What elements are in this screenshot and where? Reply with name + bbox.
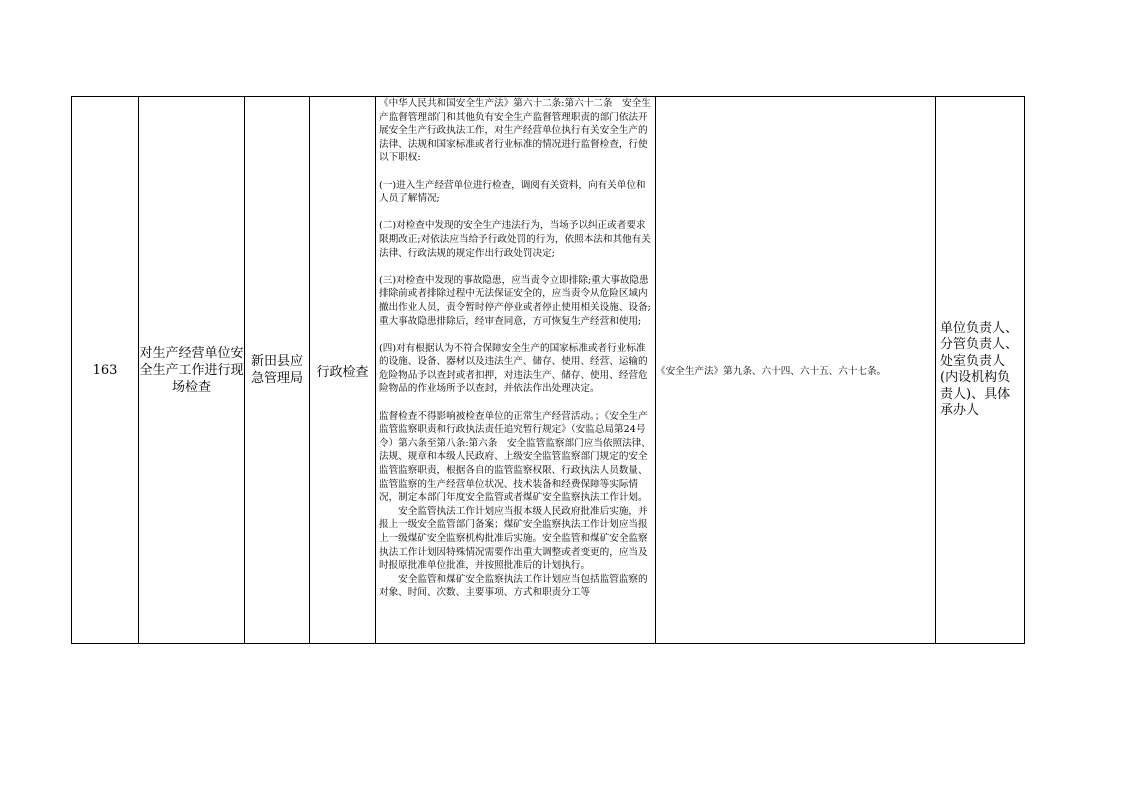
basis-paragraph — [379, 260, 651, 274]
department: 新田县应急管理局 — [245, 97, 310, 644]
basis-paragraph: (四)对有根据认为不符合保障安全生产的国家标准或者行业标准的设施、设备、器材以及违法生产、储存、使用、经营、运输的危险物品予以查封或者扣押，对违法生产、储存、使用、经营危险物品的作业场所予以查封，并依法作出处理决定。 — [379, 342, 648, 395]
row-number: 163 — [72, 97, 139, 644]
basis-paragraph: 《中华人民共和国安全生产法》第六十二条:第六十二条 安全生产监督管理部门和其他负有安全生产监督管理职责的部门依法开展安全生产行政执法工作，对生产经营单位执行有关安全生产的法律、法规和国家标准或者行业标准的情况进行监督检查，行使以下职权: — [379, 98, 651, 164]
basis-paragraph — [379, 396, 651, 410]
legal-reference: 《安全生产法》第九条、六十四、六十五、六十七条。 — [656, 97, 936, 644]
basis-paragraph — [379, 206, 651, 220]
table-row — [72, 97, 1025, 644]
legal-basis-cell — [376, 97, 656, 644]
basis-paragraph: 监督检查不得影响被检查单位的正常生产经营活动。；《安全生产监管监察职责和行政执法责任追究暂行规定》（安监总局第24号令）第六条至第八条:第六条 安全监管监察部门应当依照法律、法规、规章和本级人民政府、上级安全监管监察部门规定的安全监管监察职责，根据各自的监管监察权限、行政执法人员数量、监管监察的生产经营单位状况、技术装备和经费保障等实际情况，制定本部门年度安全监管或者煤矿安全监察执法工作计划。 — [379, 410, 651, 504]
basis-paragraph: (三)对检查中发现的事故隐患，应当责令立即排除;重大事故隐患排除前或者排除过程中无法保证安全的，应当责令从危险区域内撤出作业人员，责令暂时停产停业或者停止使用相关设施、设备;重大事故隐患排除后，经审查同意，方可恢复生产经营和使用; — [379, 274, 651, 327]
legal-basis-text — [376, 97, 655, 643]
basis-paragraph: 安全监管执法工作计划应当报本级人民政府批准后实施，并报上一级安全监管部门备案；煤矿安全监察执法工作计划应当报上一级煤矿安全监察机构批准后实施。安全监管和煤矿安全监察执法工作计划因特殊情况需要作出重大调整或者变更的，应当及时报原批准单位批准，并按照批准后的计划执行。 — [379, 505, 648, 572]
basis-paragraph: 安全监管和煤矿安全监察执法工作计划应当包括监管监察的对象、时间、次数、主要事项、方式和职责分工等 — [379, 573, 648, 599]
basis-paragraph — [379, 328, 651, 342]
item-name: 对生产经营单位安全生产工作进行现场检查 — [139, 97, 245, 644]
power-list-table — [71, 96, 1025, 644]
basis-paragraph — [379, 165, 651, 179]
power-type: 行政检查 — [310, 97, 376, 644]
responsible-persons: 单位负责人、分管负责人、处室负责人(内设机构负责人)、具体承办人 — [936, 97, 1025, 644]
basis-paragraph: (一)进入生产经营单位进行检查，调阅有关资料，向有关单位和人员了解情况; — [379, 179, 646, 205]
basis-paragraph: (二)对检查中发现的安全生产违法行为，当场予以纠正或者要求限期改正;对依法应当给予行政处罚的行为，依照本法和其他有关法律、行政法规的规定作出行政处罚决定; — [379, 220, 651, 259]
